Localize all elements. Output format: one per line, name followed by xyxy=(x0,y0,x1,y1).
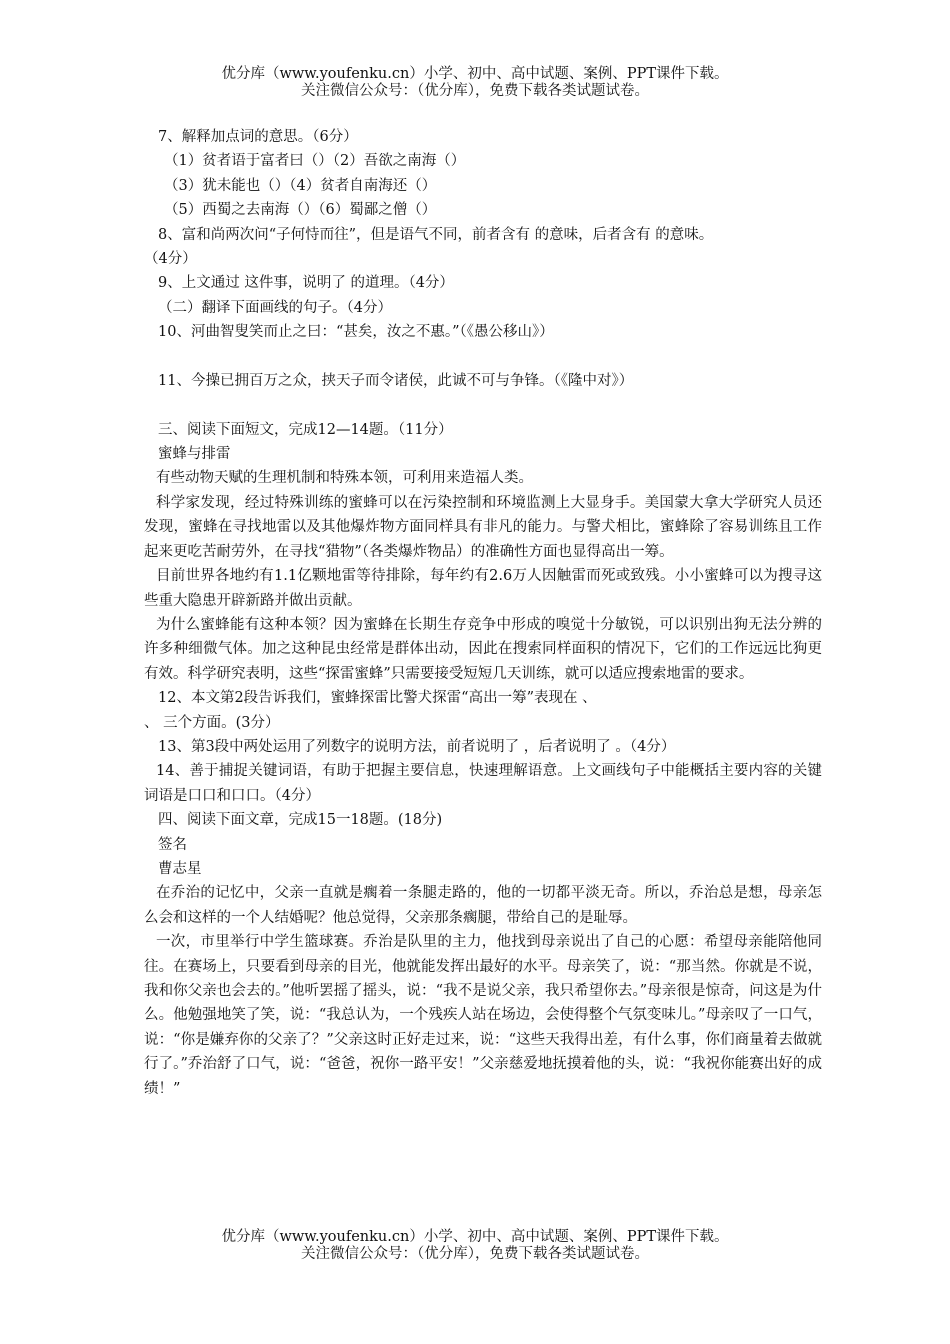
question-7-row-3: （5）西蜀之去南海（）（6）蜀鄙之僧（） xyxy=(164,202,437,219)
section-3-heading: 三、阅读下面短文，完成12—14题。（11分） xyxy=(158,421,453,438)
article-author: 曹志星 xyxy=(158,860,202,877)
question-8-line-1: 8、富和尚两次问“子何恃而往”，但是语气不同，前者含有 的意味，后者含有 的意味。 xyxy=(158,226,714,243)
answer-space xyxy=(144,345,822,369)
article-paragraph-2: 科学家发现，经过特殊训练的蜜蜂可以在污染控制和环境监测上大显身手。美国蒙大拿大学研究人员还发现，蜜蜂在寻找地雷以及其他爆炸物方面同样具有非凡的能力。与警犬相比，蜜蜂除了容易训练且工作起来更吃苦耐劳外，在寻找“猎物”（各类爆炸物品）的准确性方面也显得高出一筹。 xyxy=(144,494,822,560)
page-footer xyxy=(0,1229,950,1263)
story-paragraph-2: 一次，市里举行中学生篮球赛。乔治是队里的主力，他找到母亲说出了自己的心愿：希望母亲能陪他同往。在赛场上，只要看到母亲的目光，他就能发挥出最好的水平。母亲笑了，说：“那当然。你就是不说，我和你父亲也会去的。”他听罢摇了摇头，说：“我不是说父亲，我只希望你去。”母亲很是惊奇，问这是为什么。他勉强地笑了笑，说：“我总认为，一个残疾人站在场边，会使得整个气氛变味儿。”母亲叹了一口气，说：“你是嫌弃你的父亲了？”父亲这时正好走过来，说：“这些天我得出差，有什么事，你们商量着去做就行了。”乔治舒了口气，说：“爸爸，祝你一路平安！”父亲慈爱地抚摸着他的头，说：“我祝你能赛出好的成绩！” xyxy=(144,934,822,1097)
document-body xyxy=(144,125,822,1101)
question-7-title: 7、解释加点词的意思。（6分） xyxy=(158,129,358,145)
article-paragraph-1: 有些动物天赋的生理机制和特殊本领，可利用来造福人类。 xyxy=(156,470,533,487)
question-11: 11、今操已拥百万之众，挟天子而令诸侯，此诚不可与争锋。（《隆中对》） xyxy=(158,372,634,389)
header-line-2: 关注微信公众号：（优分库），免费下载各类试题试卷。 xyxy=(301,83,649,99)
article-title-signature: 签名 xyxy=(158,836,187,853)
question-12-line-1: 12、本文第2段告诉我们，蜜蜂探雷比警犬探雷“高出一筹”表现在 、 xyxy=(158,690,597,707)
question-13: 13、第3段中两处运用了列数字的说明方法，前者说明了 ，后者说明了 。（4分） xyxy=(158,738,676,755)
article-paragraph-4: 为什么蜜蜂能有这种本领？因为蜜蜂在长期生存竞争中形成的嗅觉十分敏锐，可以识别出狗无法分辨的许多种细微气体。加之这种昆虫经常是群体出动，因此在搜索同样面积的情况下，它们的工作远远比狗更有效。科学研究表明，这些“探雷蜜蜂”只需要接受短短几天训练，就可以适应搜索地雷的要求。 xyxy=(144,616,822,682)
question-7-row-1: （1）贫者语于富者曰（）（2）吾欲之南海（） xyxy=(164,153,466,170)
section-2-heading: （二）翻译下面画线的句子。（4分） xyxy=(158,299,392,316)
footer-line-2: 关注微信公众号：（优分库），免费下载各类试题试卷。 xyxy=(301,1246,649,1262)
question-7-row-2: （3）犹未能也（）（4）贫者自南海还（） xyxy=(164,177,437,194)
question-10: 10、河曲智叟笑而止之曰：“甚矣，汝之不惠。”（《愚公移山》） xyxy=(158,324,554,341)
header-line-1: 优分库（www.youfenku.cn）小学、初中、高中试题、案例、PPT课件下载。 xyxy=(221,66,729,82)
question-12-line-2: 、 三个方面。(3分） xyxy=(144,714,280,731)
story-paragraph-1: 在乔治的记忆中，父亲一直就是瘸着一条腿走路的，他的一切都平淡无奇。所以，乔治总是想，母亲怎么会和这样的一个人结婚呢？他总觉得，父亲那条瘸腿，带给自己的是耻辱。 xyxy=(144,885,822,926)
answer-space xyxy=(144,393,822,417)
question-14: 14、善于捕捉关键词语，有助于把握主要信息，快速理解语意。上文画线句子中能概括主要内容的关键词语是口口和口口。（4分） xyxy=(144,763,822,804)
footer-line-1: 优分库（www.youfenku.cn）小学、初中、高中试题、案例、PPT课件下载。 xyxy=(221,1229,729,1245)
section-4-heading: 四、阅读下面文章，完成15一18题。(18分) xyxy=(158,812,443,829)
question-9: 9、上文通过 这件事，说明了 的道理。（4分） xyxy=(158,275,454,292)
page-header xyxy=(0,66,950,100)
question-8-line-2: （4分） xyxy=(144,250,197,267)
article-title-bees: 蜜蜂与排雷 xyxy=(158,446,231,463)
article-paragraph-3: 目前世界各地约有1.1亿颗地雷等待排除，每年约有2.6万人因触雷而死或致残。小小蜜蜂可以为搜寻这些重大隐患开辟新路并做出贡献。 xyxy=(144,568,822,609)
